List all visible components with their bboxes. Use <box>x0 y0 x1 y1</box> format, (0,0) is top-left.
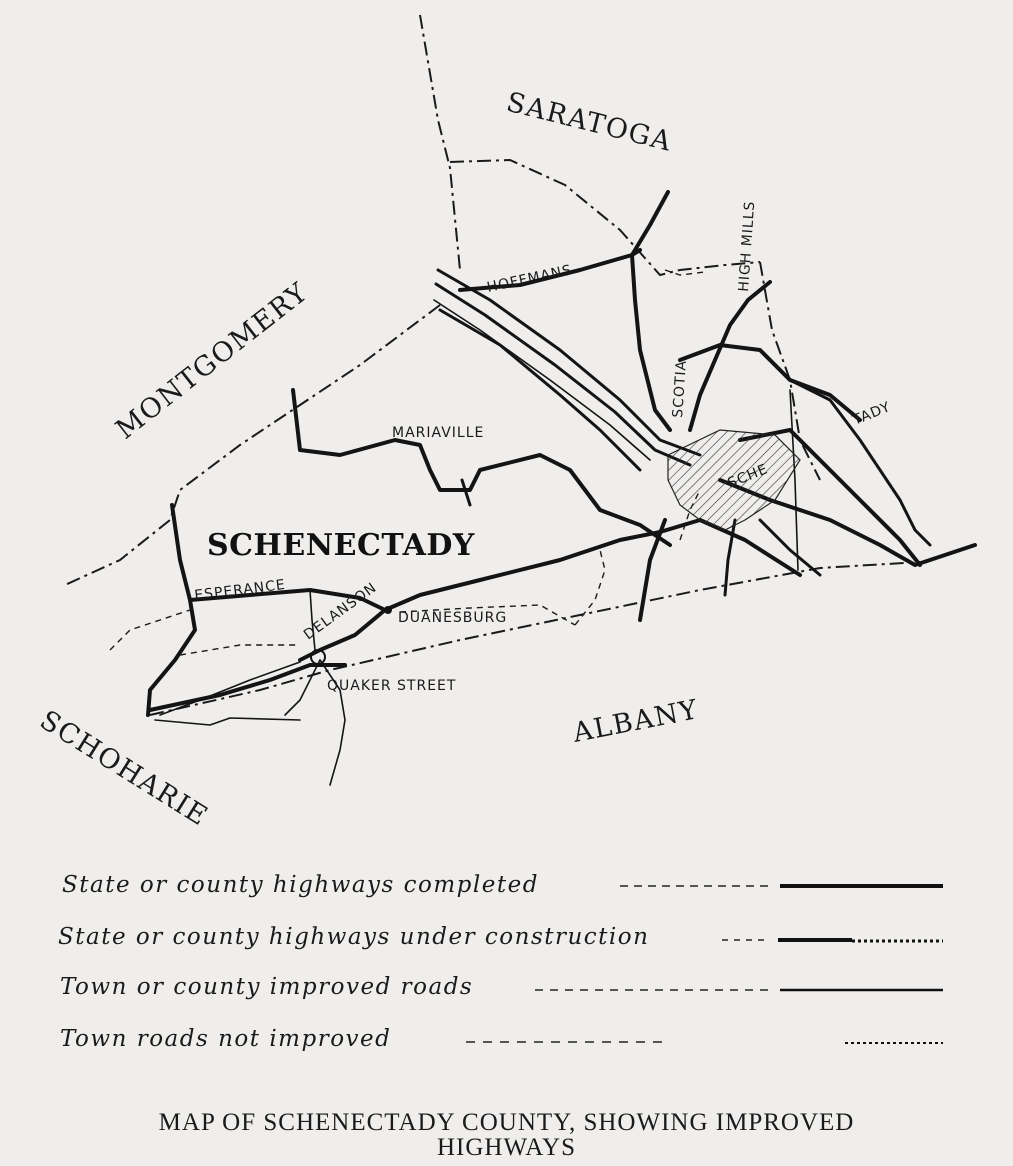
legend-label-completed: State or county highways completed <box>62 872 539 898</box>
label-delanson: DELANSON <box>300 579 381 644</box>
road-east-vertical <box>790 390 798 570</box>
highway-mariaville-branch <box>462 480 470 505</box>
boundary-saratoga-north <box>450 160 760 275</box>
label-high-mills: HIGH MILLS <box>736 200 759 293</box>
label-albany: ALBANY <box>570 694 702 749</box>
road-dashed-2 <box>180 645 300 655</box>
map-caption-line-1: MAP OF SCHENECTADY COUNTY, SHOWING IMPROVED <box>158 1109 855 1136</box>
highway-scotia-north <box>632 255 670 430</box>
label-quaker-street: QUAKER STREET <box>327 678 457 694</box>
highway-high-mills <box>690 282 770 430</box>
map-caption-line-2: HIGHWAYS <box>436 1134 577 1161</box>
road-quaker-west <box>160 662 300 715</box>
highway-east-albany-1 <box>700 520 800 575</box>
label-montgomery: MONTGOMERY <box>110 276 315 446</box>
label-hoffmans: HOFFMANS <box>485 262 574 296</box>
legend-label-construction: State or county highways under construction <box>58 924 650 950</box>
highway-saratoga-north <box>632 192 668 255</box>
road-dashed-1 <box>110 610 190 650</box>
boundary-saratoga-west <box>420 15 460 270</box>
label-saratoga: SARATOGA <box>503 86 676 158</box>
label-mariaville: MARIAVILLE <box>392 425 485 441</box>
legend-label-town-county: Town or county improved roads <box>60 974 474 1000</box>
highway-mariaville <box>293 390 670 545</box>
legend <box>58 872 943 1052</box>
road-south-stub <box>155 718 300 725</box>
legend-label-town-roads: Town roads not improved <box>60 1026 392 1052</box>
label-schenectady-city-right: TADY <box>850 399 894 429</box>
label-scotia: SCOTIA <box>670 359 691 419</box>
label-duanesburg: DUANESBURG <box>398 610 508 626</box>
highway-quaker-street <box>150 665 345 710</box>
label-schoharie: SCHOHARIE <box>34 704 214 833</box>
duanesburg-marker <box>384 606 392 614</box>
label-schenectady-county: SCHENECTADY <box>207 528 475 563</box>
label-schenectady-city-left: SCHE <box>725 461 771 492</box>
label-esperance: ESPERANCE <box>193 576 287 604</box>
